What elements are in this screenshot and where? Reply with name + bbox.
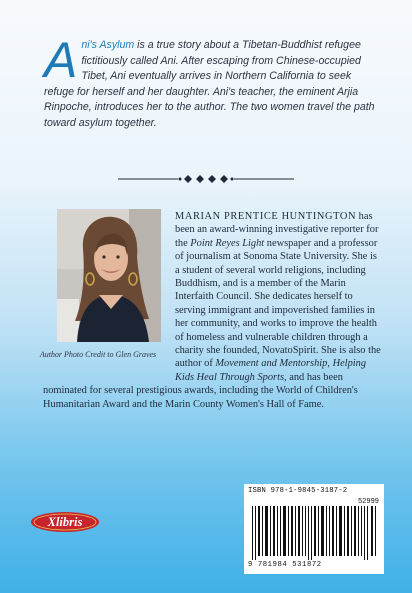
photo-spacer bbox=[43, 210, 175, 376]
price-code: 52999 bbox=[357, 498, 379, 506]
barcode-number: 9 781984 531872 bbox=[248, 561, 322, 569]
blurb-book-title: ni's Asylum bbox=[81, 39, 135, 51]
publisher-logo bbox=[30, 511, 100, 533]
book-blurb bbox=[44, 32, 380, 132]
author-name: MARIAN PRENTICE HUNTINGTON bbox=[175, 211, 357, 222]
bio-text-2: newspaper and a professor of journalism at Sonoma State University. She is a student of several world religions, including Buddhism, and is a member of the Marin Interfaith Council. She dedicates herself to serving immigrant and impoverished families in her community, and works to improve the health of homeless and vulnerable children through a charity she founded, NovatoSpirit. She is also the author of bbox=[175, 237, 381, 370]
isbn-barcode bbox=[244, 484, 384, 574]
other-book-title: Movement and Mentorship, Helping Kids Heal Through Sports, bbox=[175, 358, 367, 383]
bio-text-1: has been an award-winning investigative reporter for the bbox=[175, 211, 379, 249]
ornament-divider-icon bbox=[118, 172, 294, 186]
blurb-text: is a true story about a Tibetan-Buddhist refugee fictitiously called Ani. After escaping from Chinese-occupied Tibet, Ani eventually arrives in Northern California to seek refuge for herself and her daughter. Ani's teacher, the eminent Arjia Rinpoche, introduces her to the author. The two women travel the path toward asylum together. bbox=[44, 39, 375, 129]
bio-text-3: and has been nominated for several prestigious awards, including the World of Children's Humanitarian Award and the Marin County Women's Hall of Fame. bbox=[43, 371, 358, 410]
isbn-number: ISBN 978-1-9845-3187-2 bbox=[248, 487, 348, 495]
publisher-name: Xlibris bbox=[47, 514, 83, 529]
photo-caption: Author Photo Credit to Glen Graves bbox=[39, 350, 157, 359]
author-bio bbox=[43, 210, 381, 411]
dropcap-letter: A bbox=[44, 32, 78, 88]
barcode-bars-icon bbox=[250, 506, 378, 560]
newspaper-name: Point Reyes Light bbox=[190, 237, 265, 249]
